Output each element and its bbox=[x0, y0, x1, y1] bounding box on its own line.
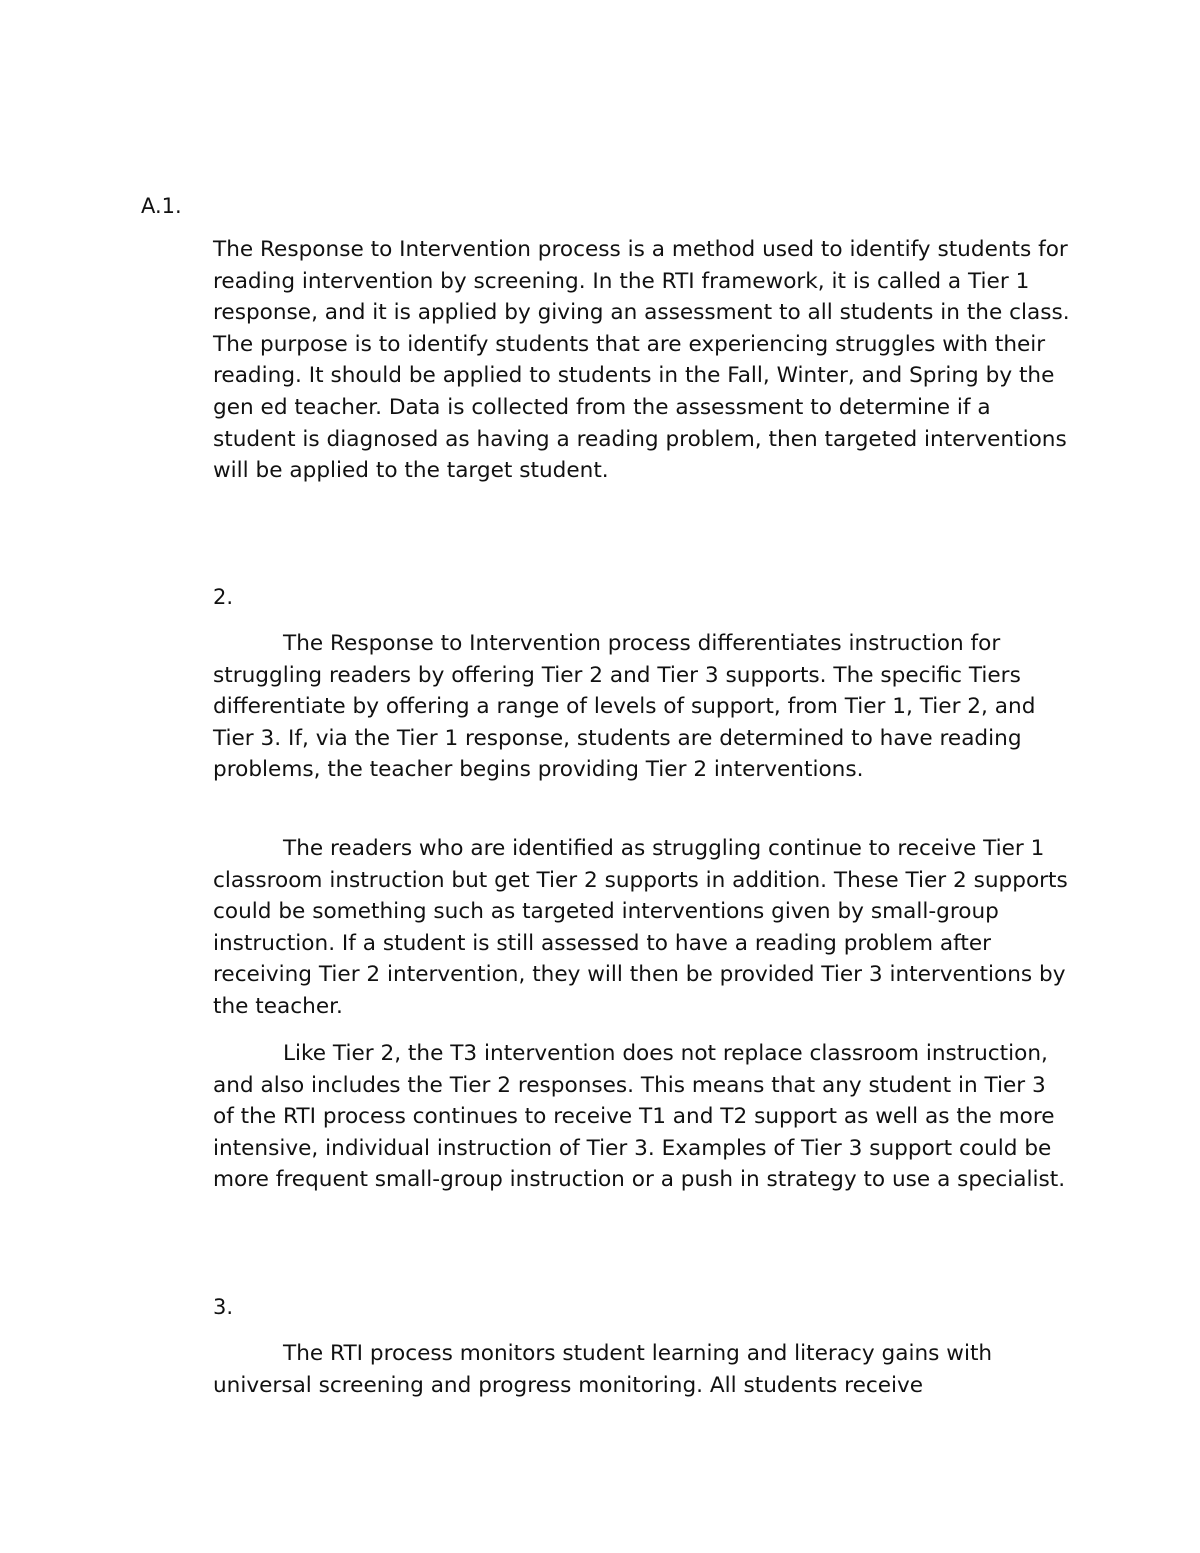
item-number-2: 2. bbox=[213, 585, 234, 609]
paragraph-a1: The Response to Intervention process is a method used to identify students for reading intervention by screening. In the RTI framework, it is called a Tier 1 response, and it is applied by giving an assessment to all students in the class. The purpose is to identify students that are experiencing struggles with their reading. It should be applied to students in the Fall, Winter, and Spring by the gen ed teacher. Data is collected from the assessment to determine if a student is diagnosed as having a reading problem, then targeted interventions will be applied to the target student. bbox=[213, 237, 1070, 484]
paragraph-3-1: The RTI process monitors student learning and literacy gains with universal screening and progress monitoring. All students receive bbox=[213, 1341, 993, 1398]
paragraph-2-2: The readers who are identified as struggling continue to receive Tier 1 classroom instruction but get Tier 2 supports in addition. These Tier 2 supports could be something such as targeted interventions given by small-group instruction. If a student is still assessed to have a reading problem after receiving Tier 2 intervention, they will then be provided Tier 3 interventions by the teacher. bbox=[213, 836, 1068, 1019]
item-number-3: 3. bbox=[213, 1295, 234, 1319]
paragraph-2-1: The Response to Intervention process differentiates instruction for struggling readers by offering Tier 2 and Tier 3 supports. The specific Tiers differentiate by offering a range of levels of support, from Tier 1, Tier 2, and Tier 3. If, via the Tier 1 response, students are determined to have reading problems, the teacher begins providing Tier 2 interventions. bbox=[213, 631, 1036, 783]
paragraph-2-3: Like Tier 2, the T3 intervention does not replace classroom instruction, and also includes the Tier 2 responses. This means that any student in Tier 3 of the RTI process continues to receive T1 and T2 support as well as the more intensive, individual instruction of Tier 3. Examples of Tier 3 support could be more frequent small-group instruction or a push in strategy to use a specialist. bbox=[213, 1041, 1066, 1193]
section-label: A.1. bbox=[141, 194, 182, 218]
